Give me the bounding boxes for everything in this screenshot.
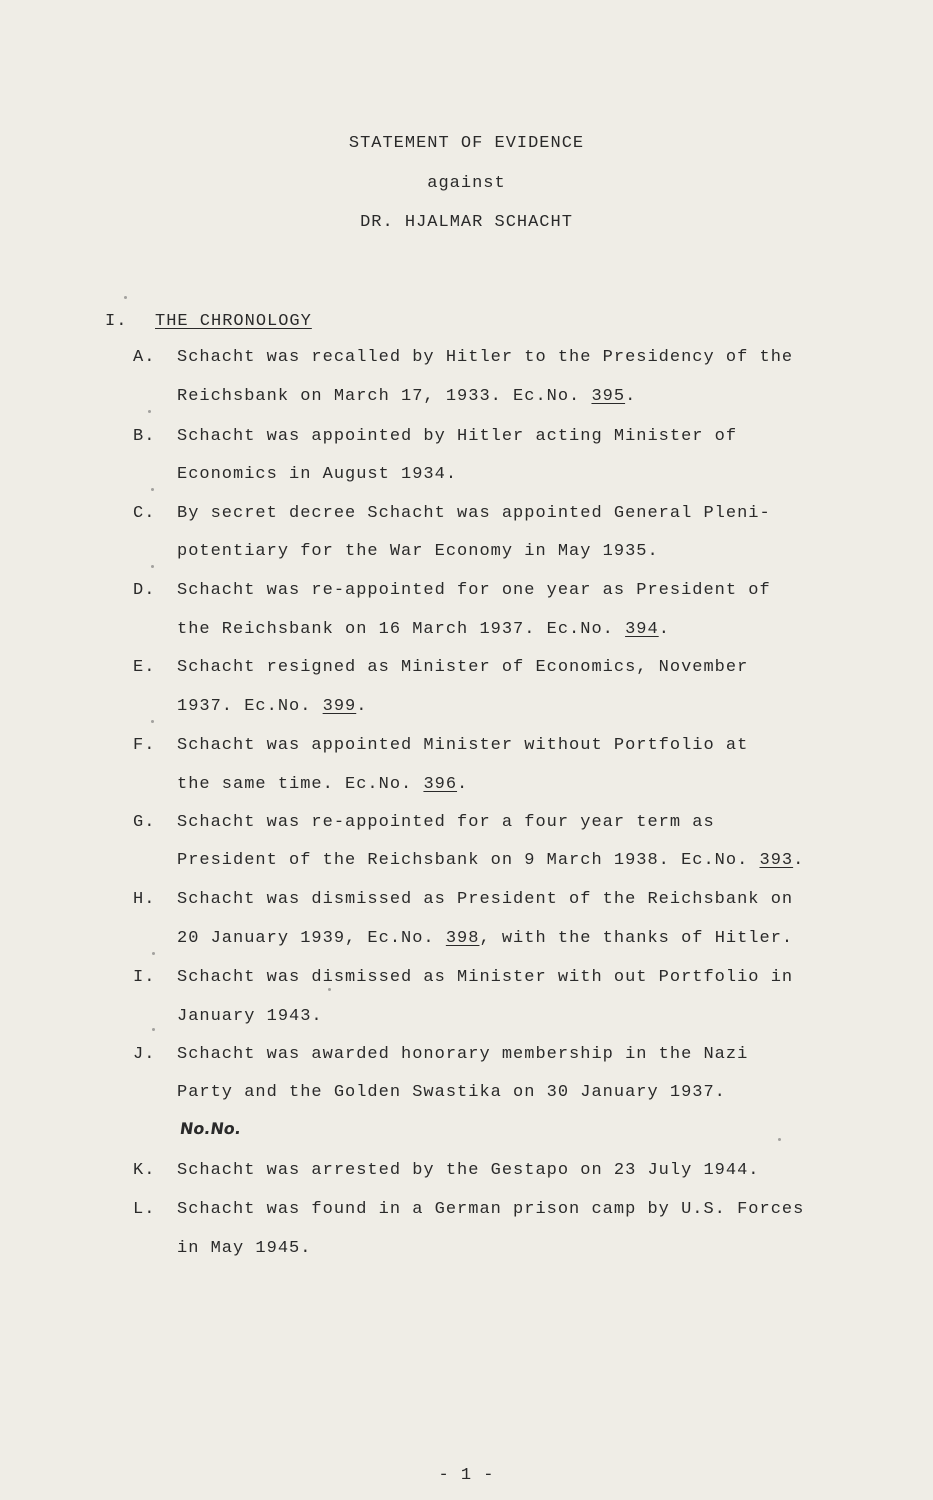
item-line: the same time. Ec.No. 396. [177, 775, 469, 794]
item-line: Schacht was recalled by Hitler to the Presidency of the [177, 348, 794, 367]
exhibit-ref: 396 [423, 775, 458, 794]
item-letter: K. [133, 1161, 156, 1180]
document-subject: DR. HJALMAR SCHACHT [360, 213, 573, 232]
exhibit-ref: 394 [625, 620, 659, 639]
item-line: Schacht was awarded honorary membership in the Nazi [177, 1045, 749, 1064]
document-title: STATEMENT OF EVIDENCE [348, 134, 585, 153]
item-letter: E. [133, 658, 156, 677]
item-line: Party and the Golden Swastika on 30 January 1937. [177, 1083, 726, 1102]
item-letter: A. [133, 348, 156, 367]
item-line: Schacht was appointed by Hitler acting Minister of [177, 427, 738, 446]
item-line: Schacht was arrested by the Gestapo on 23 July 1944. [177, 1161, 760, 1180]
item-letter: F. [133, 736, 156, 755]
item-line: President of the Reichsbank on 9 March 1938. Ec.No. 393. [177, 851, 805, 870]
exhibit-ref: 399 [322, 697, 357, 716]
item-line: By secret decree Schacht was appointed General Pleni- [177, 504, 771, 523]
item-line: Economics in August 1934. [177, 465, 458, 484]
item-line: Schacht was re-appointed for a four year term as [177, 813, 715, 832]
item-letter: L. [133, 1200, 156, 1219]
item-line: Schacht was appointed Minister without Portfolio at [177, 736, 749, 755]
item-line: potentiary for the War Economy in May 1935. [177, 542, 659, 561]
item-letter: B. [133, 427, 156, 446]
item-line: Schacht was re-appointed for one year as President of [177, 581, 771, 600]
item-line: January 1943. [177, 1007, 323, 1026]
item-line: Reichsbank on March 17, 1933. Ec.No. 395. [177, 387, 637, 406]
section-title: THE CHRONOLOGY [155, 312, 312, 331]
paper-speck [151, 565, 154, 568]
handwritten-note: No.No. [178, 1119, 243, 1138]
item-letter: D. [133, 581, 156, 600]
paper-speck [328, 988, 331, 991]
item-letter: J. [133, 1045, 156, 1064]
exhibit-ref: 395 [591, 387, 626, 406]
paper-speck [148, 410, 151, 413]
item-line: Schacht was dismissed as President of the Reichsbank on [177, 890, 794, 909]
item-line: 1937. Ec.No. 399. [177, 697, 368, 716]
section-number: I. [105, 312, 128, 331]
item-line: the Reichsbank on 16 March 1937. Ec.No. 394. [177, 620, 670, 639]
paper-speck [151, 488, 154, 491]
item-letter: C. [133, 504, 156, 523]
item-letter: G. [133, 813, 156, 832]
paper-speck [152, 952, 155, 955]
exhibit-ref: 398 [445, 929, 480, 948]
item-letter: H. [133, 890, 156, 909]
page-number: - 1 - [438, 1466, 495, 1485]
paper-speck [778, 1138, 781, 1141]
item-line: Schacht was found in a German prison camp by U.S. Forces [177, 1200, 805, 1219]
exhibit-ref: 393 [759, 851, 794, 870]
paper-speck [151, 720, 154, 723]
item-line: in May 1945. [177, 1239, 312, 1258]
paper-speck [152, 1028, 155, 1031]
paper-speck [124, 296, 127, 299]
item-line: Schacht resigned as Minister of Economics, November [177, 658, 749, 677]
item-letter: I. [133, 968, 156, 987]
item-line: 20 January 1939, Ec.No. 398, with the thanks of Hitler. [177, 929, 794, 948]
item-line: Schacht was dismissed as Minister with out Portfolio in [177, 968, 794, 987]
document-subtitle: against [427, 174, 506, 193]
